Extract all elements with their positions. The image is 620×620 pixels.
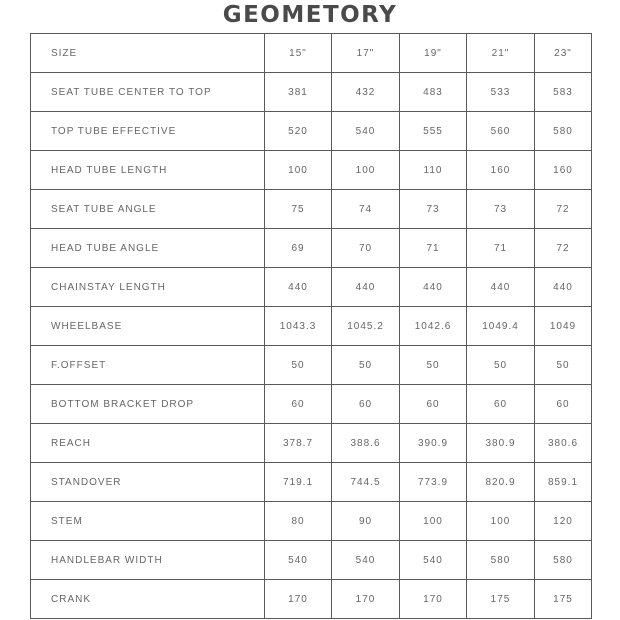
cell-value: 483 — [400, 73, 467, 112]
table-header-row — [31, 34, 592, 73]
cell-value: 120 — [535, 502, 592, 541]
cell-value: 440 — [332, 268, 400, 307]
cell-value: 160 — [535, 151, 592, 190]
cell-value: 540 — [332, 541, 400, 580]
cell-value: 390.9 — [400, 424, 467, 463]
row-label: F.OFFSET — [31, 346, 265, 385]
cell-value: 50 — [467, 346, 535, 385]
cell-value: 1045.2 — [332, 307, 400, 346]
geometry-table — [30, 33, 592, 619]
cell-value: 580 — [535, 112, 592, 151]
cell-value: 80 — [265, 502, 332, 541]
cell-value: 520 — [265, 112, 332, 151]
cell-value: 50 — [535, 346, 592, 385]
table-row — [31, 268, 592, 307]
row-label: STANDOVER — [31, 463, 265, 502]
cell-value: 70 — [332, 229, 400, 268]
header-label: SIZE — [31, 34, 265, 73]
cell-value: 72 — [535, 190, 592, 229]
row-label: HEAD TUBE ANGLE — [31, 229, 265, 268]
table-row — [31, 307, 592, 346]
cell-value: 50 — [332, 346, 400, 385]
row-label: CRANK — [31, 580, 265, 619]
table-row — [31, 73, 592, 112]
row-label: WHEELBASE — [31, 307, 265, 346]
row-label: HANDLEBAR WIDTH — [31, 541, 265, 580]
cell-value: 560 — [467, 112, 535, 151]
cell-value: 580 — [535, 541, 592, 580]
cell-value: 380.9 — [467, 424, 535, 463]
cell-value: 440 — [535, 268, 592, 307]
row-label: CHAINSTAY LENGTH — [31, 268, 265, 307]
cell-value: 440 — [467, 268, 535, 307]
cell-value: 73 — [400, 190, 467, 229]
table-row — [31, 151, 592, 190]
table-row — [31, 580, 592, 619]
cell-value: 60 — [467, 385, 535, 424]
table-row — [31, 190, 592, 229]
row-label: SEAT TUBE CENTER TO TOP — [31, 73, 265, 112]
cell-value: 72 — [535, 229, 592, 268]
cell-value: 719.1 — [265, 463, 332, 502]
row-label: SEAT TUBE ANGLE — [31, 190, 265, 229]
cell-value: 440 — [265, 268, 332, 307]
cell-value: 170 — [265, 580, 332, 619]
cell-value: 100 — [400, 502, 467, 541]
cell-value: 388.6 — [332, 424, 400, 463]
cell-value: 175 — [467, 580, 535, 619]
cell-value: 1042.6 — [400, 307, 467, 346]
cell-value: 50 — [265, 346, 332, 385]
cell-value: 100 — [467, 502, 535, 541]
cell-value: 744.5 — [332, 463, 400, 502]
cell-value: 75 — [265, 190, 332, 229]
cell-value: 440 — [400, 268, 467, 307]
cell-value: 110 — [400, 151, 467, 190]
cell-value: 60 — [535, 385, 592, 424]
cell-value: 60 — [332, 385, 400, 424]
table-row — [31, 346, 592, 385]
cell-value: 1049.4 — [467, 307, 535, 346]
table-row — [31, 502, 592, 541]
cell-value: 580 — [467, 541, 535, 580]
table-row — [31, 424, 592, 463]
cell-value: 60 — [400, 385, 467, 424]
cell-value: 540 — [332, 112, 400, 151]
cell-value: 160 — [467, 151, 535, 190]
cell-value: 73 — [467, 190, 535, 229]
size-header: 15" — [265, 34, 332, 73]
cell-value: 90 — [332, 502, 400, 541]
cell-value: 1049 — [535, 307, 592, 346]
cell-value: 175 — [535, 580, 592, 619]
cell-value: 381 — [265, 73, 332, 112]
table-row — [31, 385, 592, 424]
size-header: 19" — [400, 34, 467, 73]
cell-value: 540 — [265, 541, 332, 580]
cell-value: 170 — [332, 580, 400, 619]
cell-value: 50 — [400, 346, 467, 385]
page-title: GEOMETORY — [222, 2, 398, 28]
row-label: TOP TUBE EFFECTIVE — [31, 112, 265, 151]
row-label: HEAD TUBE LENGTH — [31, 151, 265, 190]
row-label: REACH — [31, 424, 265, 463]
cell-value: 533 — [467, 73, 535, 112]
cell-value: 380.6 — [535, 424, 592, 463]
cell-value: 170 — [400, 580, 467, 619]
size-header: 21" — [467, 34, 535, 73]
cell-value: 859.1 — [535, 463, 592, 502]
table-row — [31, 112, 592, 151]
cell-value: 540 — [400, 541, 467, 580]
size-header: 17" — [332, 34, 400, 73]
cell-value: 820.9 — [467, 463, 535, 502]
cell-value: 583 — [535, 73, 592, 112]
cell-value: 71 — [467, 229, 535, 268]
cell-value: 100 — [265, 151, 332, 190]
row-label: BOTTOM BRACKET DROP — [31, 385, 265, 424]
cell-value: 432 — [332, 73, 400, 112]
cell-value: 69 — [265, 229, 332, 268]
cell-value: 555 — [400, 112, 467, 151]
cell-value: 60 — [265, 385, 332, 424]
cell-value: 378.7 — [265, 424, 332, 463]
table-row — [31, 229, 592, 268]
cell-value: 1043.3 — [265, 307, 332, 346]
cell-value: 100 — [332, 151, 400, 190]
cell-value: 71 — [400, 229, 467, 268]
table-row — [31, 463, 592, 502]
size-header: 23" — [535, 34, 592, 73]
row-label: STEM — [31, 502, 265, 541]
cell-value: 773.9 — [400, 463, 467, 502]
cell-value: 74 — [332, 190, 400, 229]
table-row — [31, 541, 592, 580]
